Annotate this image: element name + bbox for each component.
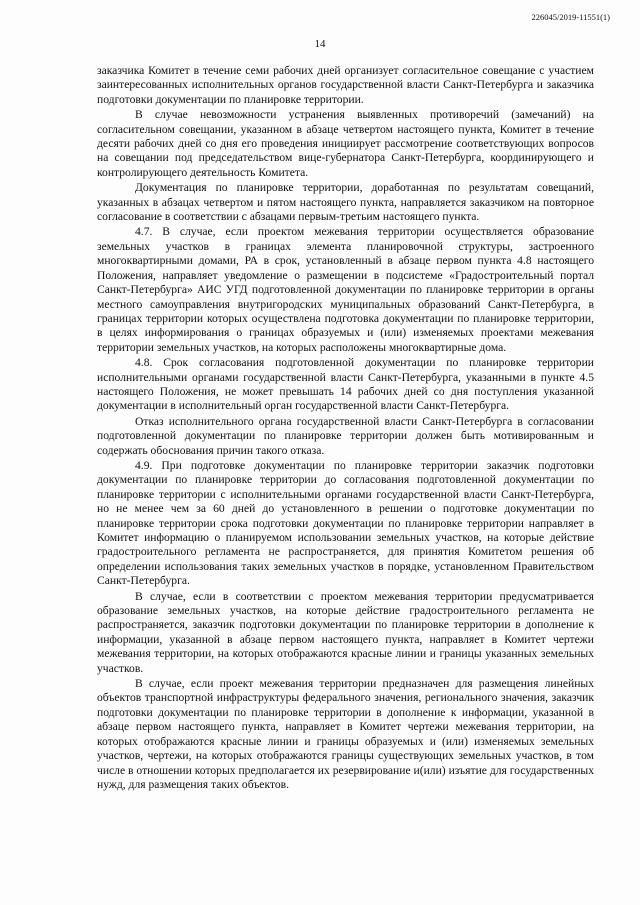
- paragraph-4-9: 4.9. При подготовке документации по планировке территории заказчик подготовки документации по планировке территории до согласования подготовленной документации по планировке территории с исполнительными органами государственной власти Санкт-Петербурга, но не менее чем за 60 дней до установленного в решении о подготовке документации по планировке территории срока подготовки документации по планировке территории направляет в Комитет информацию о планируемом использовании земельных участков, на которые действие градостроительного регламента не распространяется, для принятия Комитетом решения об определении использования таких земельных участков в порядке, установленном Правительством Санкт-Петербурга.: [97, 458, 594, 588]
- document-number: 226045/2019-11551(1): [531, 12, 610, 22]
- paragraph-4-8: 4.8. Срок согласования подготовленной документации по планировке территории исполнительными органами государственной власти Санкт-Петербурга, указанными в пункте 4.5 настоящего Положения, не может превышать 14 рабочих дней со дня поступления указанной документации в исполнительный орган государственной власти Санкт-Петербурга.: [97, 356, 594, 413]
- paragraph: Отказ исполнительного органа государственной власти Санкт-Петербурга в согласовании подготовленной документации по планировке территории должен быть мотивированным и содержать обоснования причин такого отказа.: [97, 414, 594, 457]
- document-body: [97, 64, 594, 793]
- page-number: 14: [314, 38, 326, 50]
- paragraph: В случае, если в соответствии с проектом межевания территории предусматривается образование земельных участков, на которые действие градостроительного регламента не распространяется, заказчик подготовки документации по планировке территории в дополнение к информации, указанной в абзаце первом настоящего пункта, направляет в Комитет чертежи межевания территории, на которых отображаются красные линии и границы указанных земельных участков.: [97, 589, 594, 675]
- paragraph-4-7: 4.7. В случае, если проектом межевания территории осуществляется образование земельных участков в границах элемента планировочной структуры, застроенного многоквартирными домами, РА в срок, установленный в абзаце первом пункта 4.8 настоящего Положения, направляет уведомление о размещении в подсистеме «Градостроительный портал Санкт-Петербурга» АИС УГД подготовленной документации по планировке территории в органы местного самоуправления внутригородских муниципальных образований Санкт-Петербурга, в границах территории которых осуществлена подготовка документации по планировке территории, в целях информирования о границах образуемых и (или) изменяемых проектами межевания территории земельных участков, на которых расположены многоквартирные дома.: [97, 225, 594, 354]
- paragraph: Документация по планировке территории, доработанная по результатам совещаний, указанных в абзацах четвертом и пятом настоящего пункта, направляется заказчиком на повторное согласование в соответствии с абзацами первым-третьим настоящего пункта.: [97, 181, 594, 224]
- paragraph: В случае, если проект межевания территории предназначен для размещения линейных объектов транспортной инфраструктуры федерального значения, регионального значения, заказчик подготовки документации по планировке территории в дополнение к информации, указанной в абзаце первом настоящего пункта, направляет в Комитет чертежи межевания территории, на которых отображаются красные линии и границы образуемых и (или) изменяемых земельных участков, чертежи, на которых отображаются границы существующих земельных участков, в том числе в отношении которых предполагается их резервирование и(или) изъятие для государственных нужд, для размещения таких объектов.: [97, 677, 594, 791]
- paragraph: В случае невозможности устранения выявленных противоречий (замечаний) на согласительном совещании, указанном в абзаце четвертом настоящего пункта, Комитет в течение десяти рабочих дней со дня его проведения инициирует рассмотрение соответствующих вопросов на совещании под председательством вице-губернатора Санкт-Петербурга, координирующего и контролирующего деятельность Комитета.: [97, 108, 594, 179]
- paragraph: заказчика Комитет в течение семи рабочих дней организует согласительное совещание с участием заинтересованных исполнительных органов государственной власти Санкт-Петербурга и заказчика подготовки документации по планировке территории.: [97, 64, 594, 106]
